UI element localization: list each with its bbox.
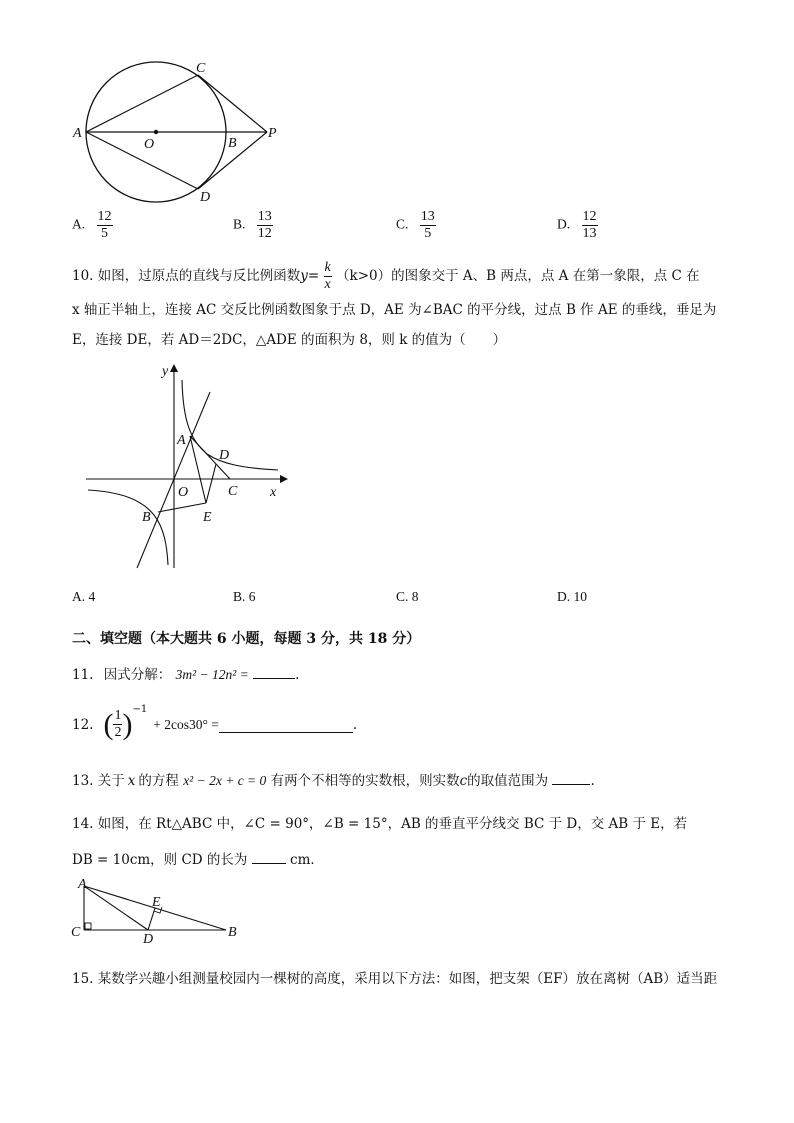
fig10-label-x: x [270,485,277,500]
figure-q14-triangle [68,876,248,946]
q11: 11. 因式分解： 3m² − 12n² = . [72,667,300,683]
fig9-label-p: P [268,126,277,141]
q10-option-a[interactable]: A. 4 [72,589,96,604]
q10-line1: 10. 如图，过原点的直线与反比例函数y= $\frac{k}{x}$ （k>0）的图象交于 A、B 两点，点 A 在第一象限，点 C 在 [72,260,700,292]
q12: 12. ( $\frac{1}{2}$ ) −1 + 2cos30° = . [72,704,358,741]
q14-line2: DB = 10cm，则 CD 的长为 cm． [72,852,324,868]
q10-option-c[interactable]: C. 8 [396,589,419,604]
q10-line2: x 轴正半轴上，连接 AC 交反比例函数图象于点 D，AE 为∠BAC 的平分线，过点 B 作 AE 的垂线，垂足为 [72,302,717,318]
q10-option-b[interactable]: B. 6 [233,589,256,604]
q14-line1: 14. 如图，在 Rt△ABC 中，∠C = 90°，∠B = 15°，AB 的垂直平分线交 BC 于 D，交 AB 于 E，若 [72,816,688,832]
q13-answer-blank[interactable] [552,783,590,785]
fig9-label-o: O [144,137,155,152]
fig14-label-d: D [143,932,154,946]
fig14-label-e: E [152,895,161,910]
q14-answer-blank[interactable] [252,862,286,864]
q10-option-d[interactable]: D. 10 [557,589,587,604]
fig10-label-c: C [228,484,238,499]
q10-line3: E，连接 DE，若 AD＝2DC，△ADE 的面积为 8，则 k 的值为（ ） [72,332,507,348]
q15-line1: 15. 某数学兴趣小组测量校园内一棵树的高度，采用以下方法：如图，把支架（EF）放在离树（AB）适当距 [72,971,718,987]
q9-option-a[interactable]: A. $\frac{12}{5}$ [72,209,112,241]
section-title-fill-in: 二、填空题（本大题共 6 小题，每题 3 分，共 18 分） [72,631,421,647]
figure-q9-circle [70,58,290,208]
q12-answer-blank[interactable] [219,731,353,733]
fig10-label-e: E [203,510,212,525]
fig10-label-d: D [219,448,230,463]
q9-option-d[interactable]: D. $\frac{12}{13}$ [557,209,597,241]
fig14-label-b: B [228,925,237,940]
fig9-label-c: C [196,61,206,76]
fig10-label-a: A [177,433,186,448]
q9-option-c[interactable]: C. $\frac{13}{5}$ [396,209,435,241]
fig9-label-d: D [200,190,211,205]
fig10-label-o: O [178,485,189,500]
q13: 13. 关于 x 的方程 x² − 2x + c = 0 有两个不相等的实数根，则实数c的取值范围为 . [72,773,595,789]
fig14-label-c: C [71,925,81,940]
fig10-label-y: y [162,364,169,379]
q9-option-b[interactable]: B. $\frac{13}{12}$ [233,209,272,241]
fig9-label-b: B [228,136,237,151]
fig10-label-b: B [142,510,151,525]
q11-answer-blank[interactable] [253,677,295,679]
fig14-label-a: A [78,877,87,892]
fig9-label-a: A [73,126,82,141]
figure-q10-hyperbola [82,360,292,575]
